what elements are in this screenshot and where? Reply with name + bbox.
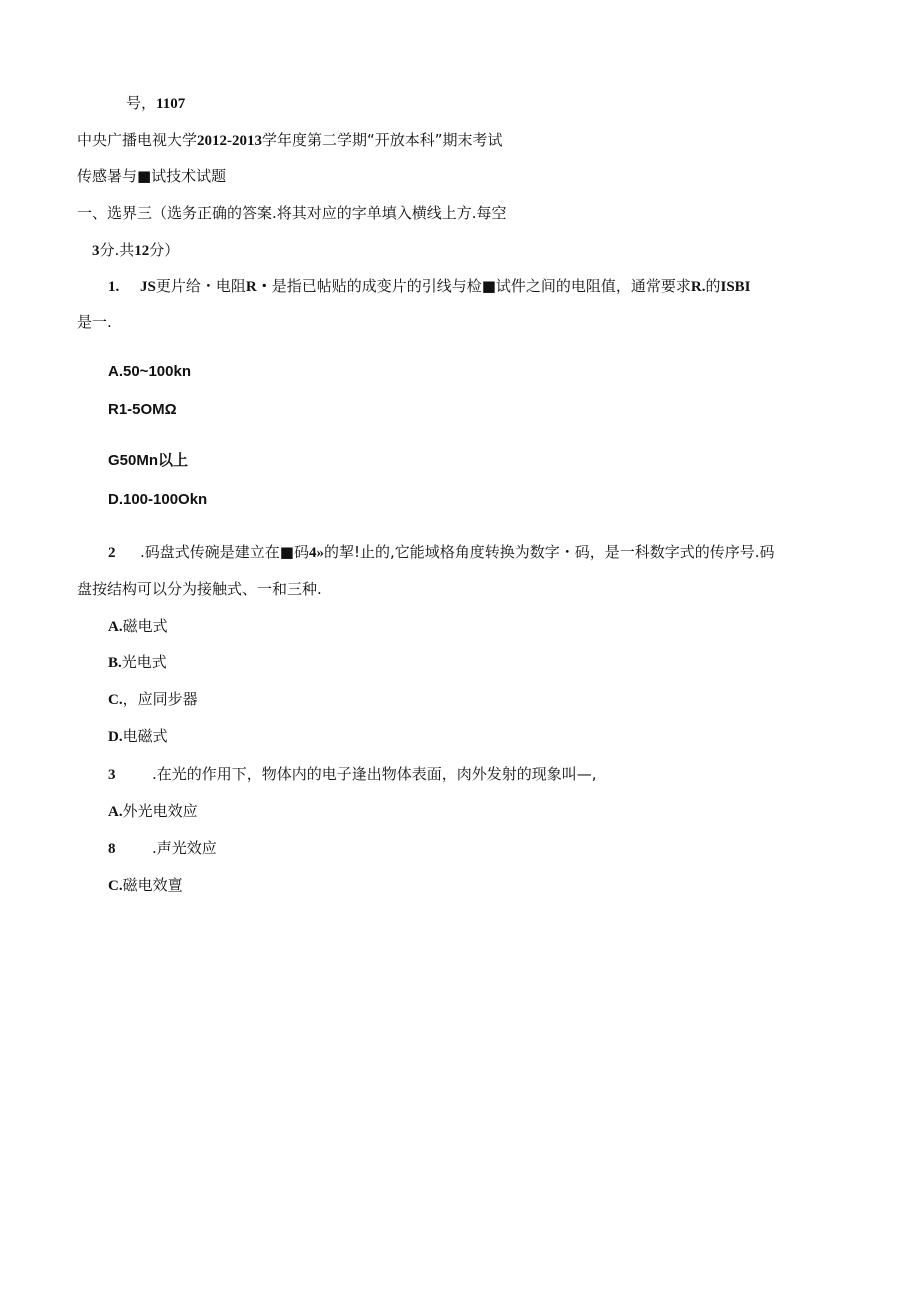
question-2-option-b xyxy=(108,652,167,673)
section-heading: 一、选界三（选务正确的答案.将其对应的字单填入横线上方.每空 xyxy=(77,204,507,222)
question-1-text-c: R・ xyxy=(245,279,272,295)
question-1-stem xyxy=(108,276,751,297)
question-1-text-d: 是指已帖贴的成变片的引线与检■试件之间的电阻值，通常要求 xyxy=(271,277,691,295)
score-text-a: 分.共 xyxy=(99,241,135,259)
question-1-text-a: JS xyxy=(140,279,156,295)
exam-number-prefix: 号， xyxy=(126,94,157,112)
option-text: 外光电效应 xyxy=(122,802,198,820)
question-number: 2 xyxy=(108,545,116,561)
option-text: 光电式 xyxy=(121,653,167,671)
option-letter: D. xyxy=(108,729,123,745)
exam-number-value: 1107 xyxy=(156,96,186,112)
option-letter: C. xyxy=(108,692,123,708)
question-2-option-d xyxy=(108,726,168,747)
section-score xyxy=(92,240,179,261)
score-per-item: 3 xyxy=(92,243,100,259)
exam-title-years: 2012-2013 xyxy=(197,133,263,149)
score-text-b: 分） xyxy=(149,241,180,259)
option-letter: C. xyxy=(108,878,123,894)
question-2-text-c: 的挈!止的,它能域格角度转换为数字・码，是一科数字式的传序号.码 xyxy=(323,543,775,561)
option-text: 电磁式 xyxy=(122,727,168,745)
option-text: 磁电效亶 xyxy=(122,876,183,894)
option-text: .声光效应 xyxy=(152,839,217,857)
question-2-stem xyxy=(108,542,775,563)
question-1-text-b: 更片给・电阻 xyxy=(155,277,246,295)
question-3-option-a xyxy=(108,801,198,822)
question-2-option-a xyxy=(108,616,168,637)
question-2-text-b: 4» xyxy=(308,545,324,561)
question-3-stem xyxy=(108,764,597,785)
question-number: 3 xyxy=(108,767,116,783)
exam-title xyxy=(77,130,503,151)
question-1-option-d: D.100-100Okn xyxy=(108,491,208,508)
option-letter: 8 xyxy=(108,841,116,857)
option-text: 磁电式 xyxy=(122,617,168,635)
question-3-option-c xyxy=(108,875,183,896)
question-3-text: .在光的作用下，物体内的电子逢出物体表面，肉外发射的现象叫—, xyxy=(152,765,597,783)
question-1-option-b: R1-5OMΩ xyxy=(108,401,177,418)
question-1-text-f: 的 xyxy=(705,277,721,295)
exam-number xyxy=(126,93,185,114)
option-text: ，应同步器 xyxy=(122,690,198,708)
question-1-text-g: ISBI xyxy=(720,279,751,295)
question-3-option-b xyxy=(108,838,217,859)
exam-title-school: 中央广播电视大学 xyxy=(77,131,198,149)
question-1-text-e: R. xyxy=(690,279,706,295)
option-letter: A. xyxy=(108,619,123,635)
score-total: 12 xyxy=(134,243,150,259)
question-1-option-a: A.50~100kn xyxy=(108,363,191,380)
option-letter: B. xyxy=(108,655,122,671)
question-2-text-a: .码盘式传碗是建立在■码 xyxy=(140,543,309,561)
question-1-option-c: G50Mn以上 xyxy=(108,452,189,469)
exam-subject: 传感暑与■试技术试题 xyxy=(77,167,227,185)
exam-title-term: 学年度第二学期“开放本科”期末考试 xyxy=(262,131,503,149)
option-letter: A. xyxy=(108,804,123,820)
question-2-stem-line2: 盘按结构可以分为接触式、一和三种. xyxy=(77,580,322,598)
question-number: 1. xyxy=(108,279,120,295)
question-1-stem-line2: 是一. xyxy=(77,313,112,331)
question-2-option-c xyxy=(108,689,198,710)
